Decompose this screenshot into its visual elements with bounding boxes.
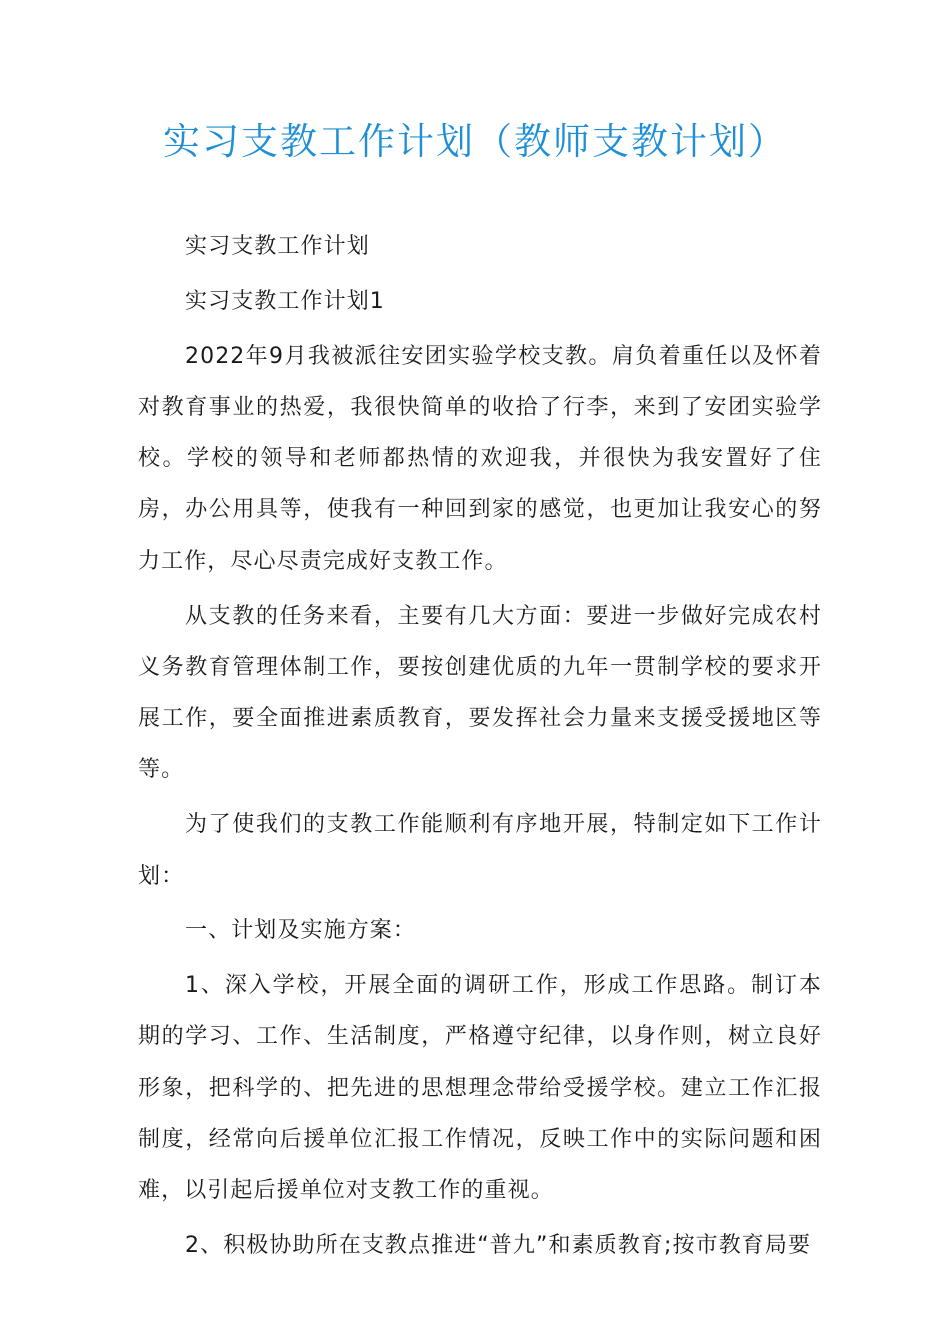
- paragraph-heading: 实习支教工作计划: [185, 234, 370, 259]
- document-body: [138, 221, 822, 1275]
- paragraph-item-1: 1、深入学校，开展全面的调研工作，形成工作思路。制订本期的学习、工作、生活制度，严格遵守纪律，以身作则，树立良好形象，把科学的、把先进的思想理念带给受援学校。建立工作汇报制度，经常向后援单位汇报工作情况，反映工作中的实际问题和困难，以引起后援单位对支教工作的重视。: [138, 973, 822, 1204]
- paragraph-intro: 2022年9月我被派往安团实验学校支教。肩负着重任以及怀着对教育事业的热爱，我很快简单的收拾了行李，来到了安团实验学校。学校的领导和老师都热情的欢迎我，并很快为我安置好了住房，办公用具等，使我有一种回到家的感觉，也更加让我安心的努力工作，尽心尽责完成好支教工作。: [138, 343, 822, 574]
- paragraph-tasks: 从支教的任务来看，主要有几大方面：要进一步做好完成农村义务教育管理体制工作，要按创建优质的九年一贯制学校的要求开展工作，要全面推进素质教育，要发挥社会力量来支援受援地区等等。: [138, 603, 822, 783]
- paragraph-item-2: 2、积极协助所在支教点推进“普九”和素质教育;按市教育局要: [185, 1233, 812, 1259]
- paragraph-subheading: 实习支教工作计划1: [185, 288, 385, 314]
- paragraph-purpose: 为了使我们的支教工作能顺利有序地开展，特制定如下工作计划：: [138, 812, 822, 889]
- document-title: 实习支教工作计划（教师支教计划）: [163, 120, 787, 163]
- section-heading-plan: 一、计划及实施方案：: [185, 918, 417, 944]
